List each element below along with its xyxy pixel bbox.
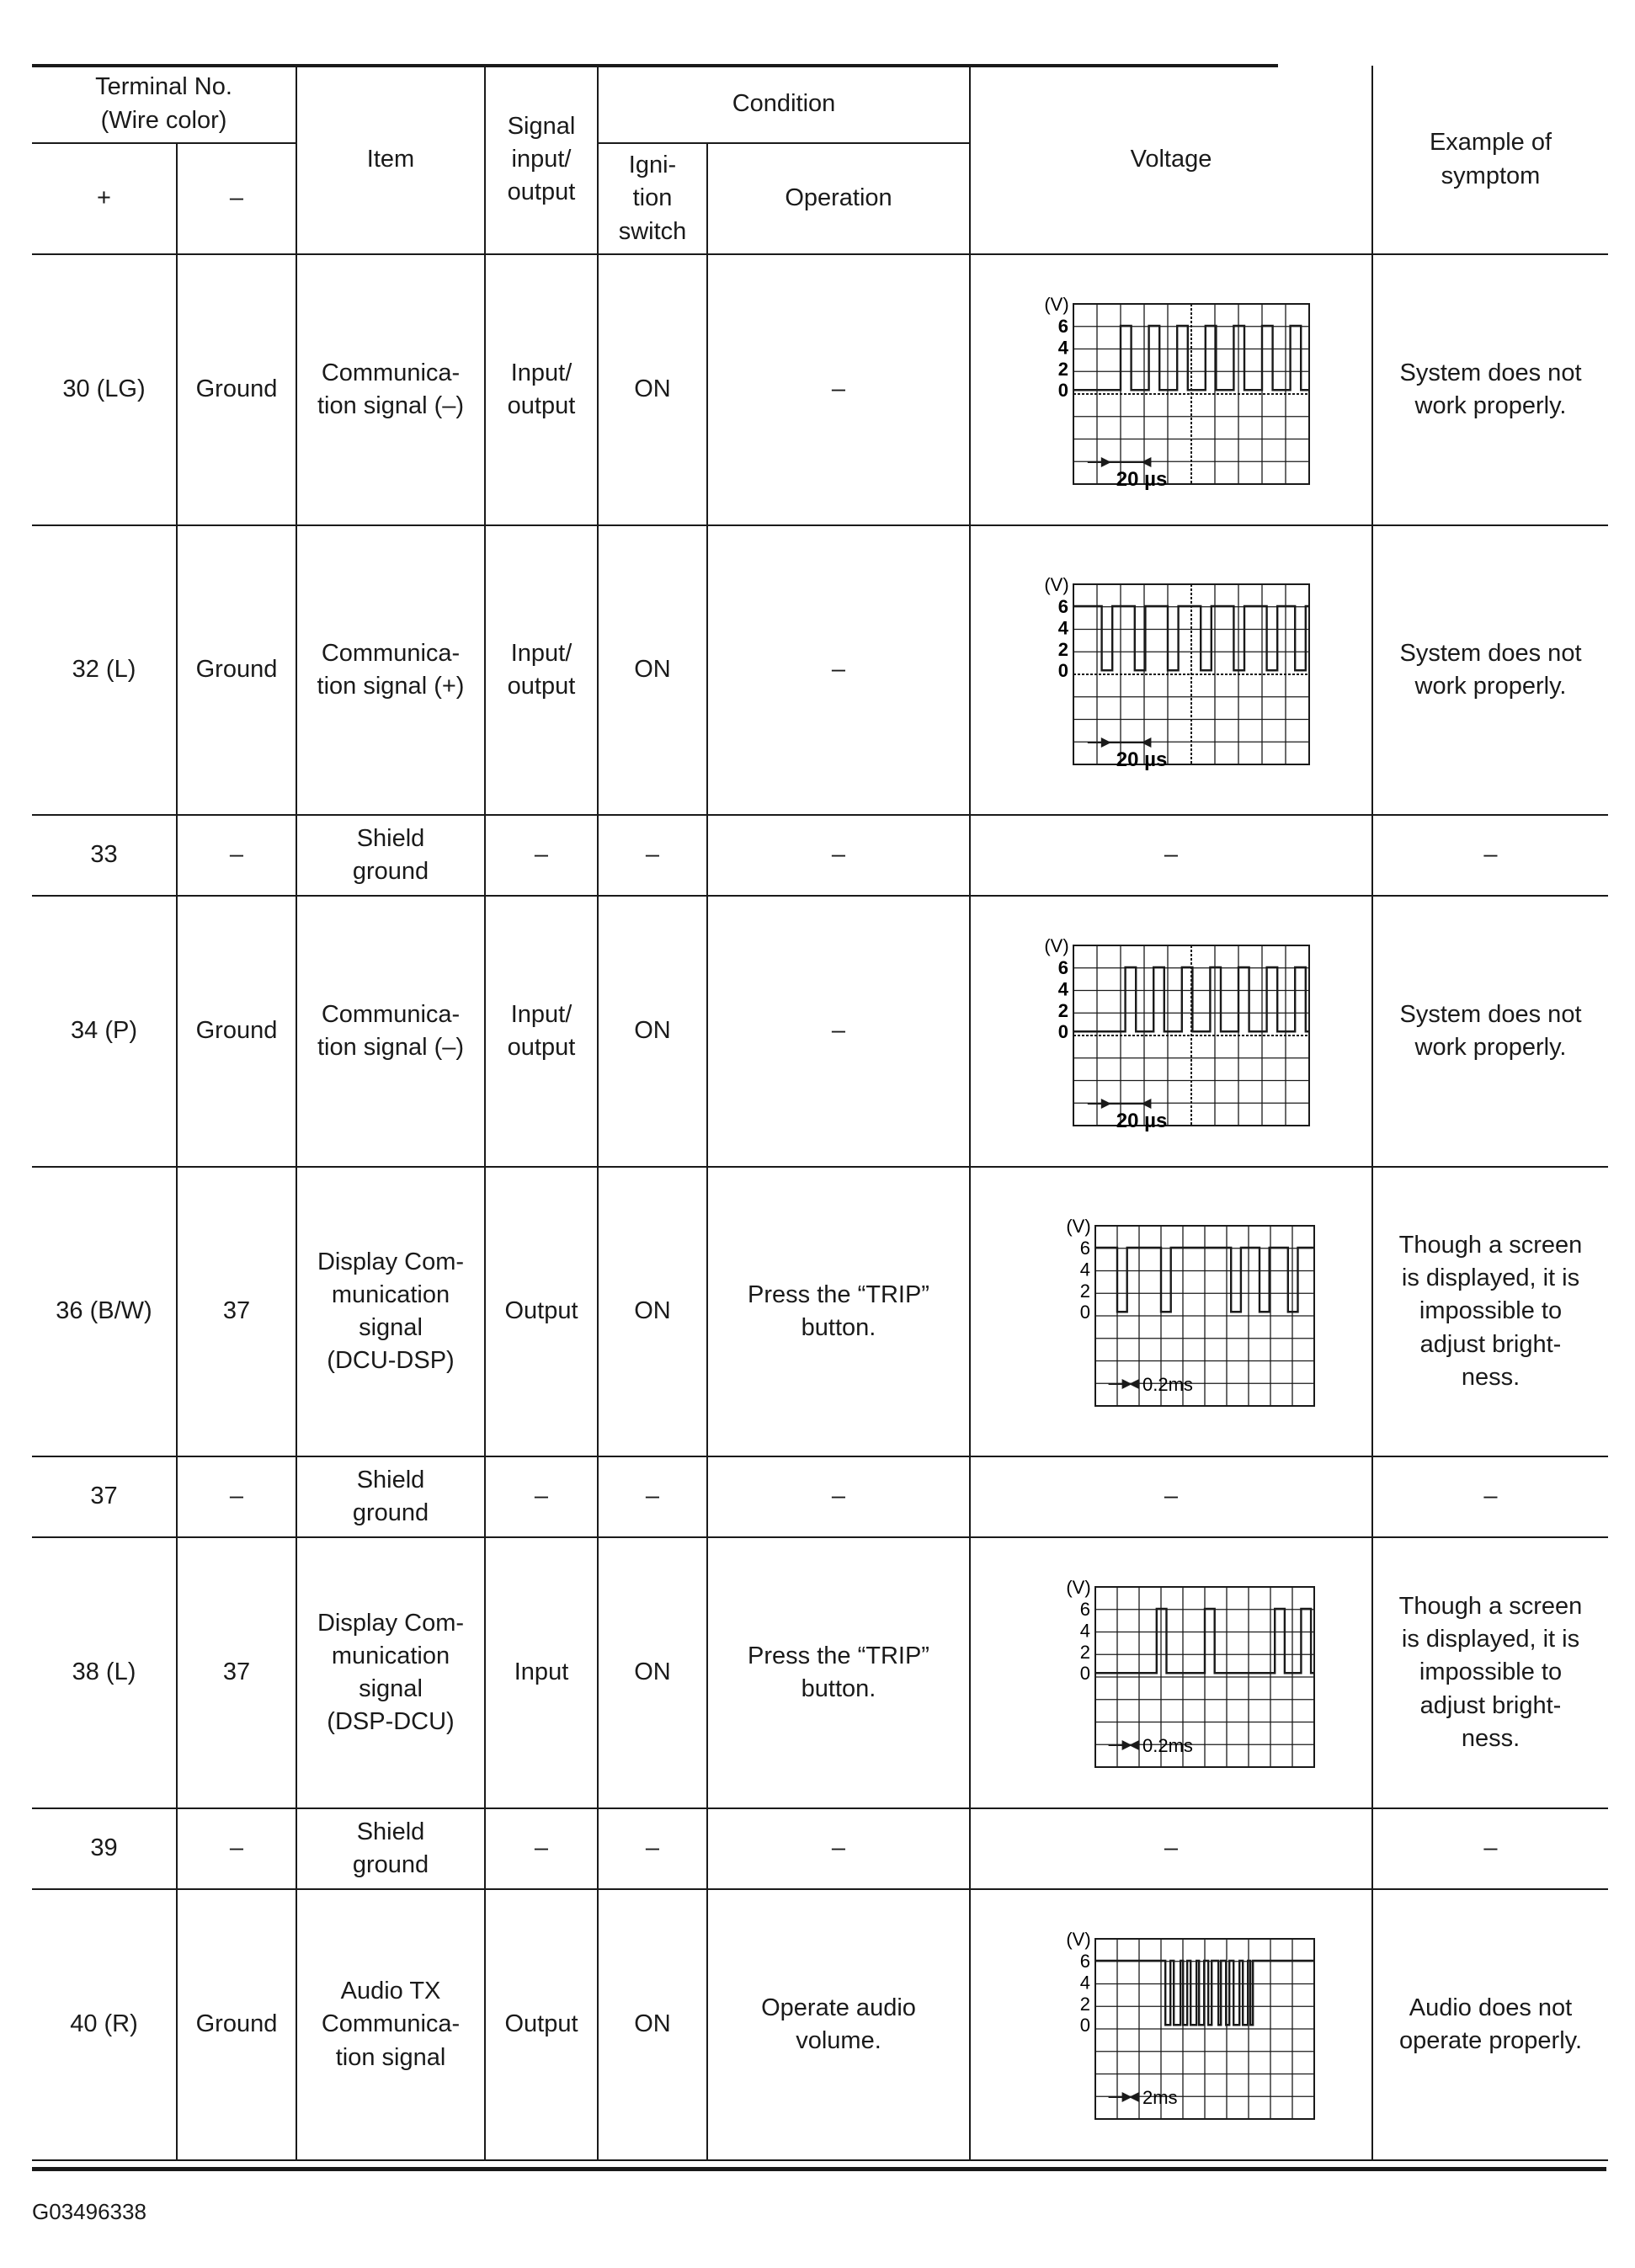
scope-y-tick: 4 — [1057, 337, 1068, 359]
scope-unit-label: (V) — [1044, 935, 1069, 956]
scope-y-tick: 0 — [1057, 660, 1068, 682]
scope-y-tick: 0 — [1079, 2015, 1090, 2036]
terminal-plus-cell: 34 (P) — [32, 896, 177, 1167]
symptom-cell: System does not work properly. — [1372, 254, 1608, 525]
header-minus: – — [177, 143, 296, 254]
item-name-cell: Audio TX Communica- tion signal — [296, 1889, 485, 2160]
ignition-switch-cell: ON — [598, 1889, 707, 2160]
terminal-minus-cell: – — [177, 815, 296, 896]
oscilloscope-graph — [1011, 1924, 1331, 2126]
scope-y-tick: 6 — [1079, 1951, 1090, 1972]
scope-y-tick: 0 — [1079, 1302, 1090, 1323]
scope-y-tick: 2 — [1057, 999, 1068, 1021]
voltage-waveform-cell — [970, 896, 1372, 1167]
operation-cell: – — [707, 525, 970, 815]
scope-y-tick: 4 — [1057, 978, 1068, 1000]
operation-cell: Operate audio volume. — [707, 1889, 970, 2160]
operation-cell: – — [707, 1808, 970, 1889]
item-name-cell: Communica- tion signal (+) — [296, 525, 485, 815]
item-name-cell: Communica- tion signal (–) — [296, 254, 485, 525]
terminal-plus-cell: 37 — [32, 1456, 177, 1537]
terminal-plus-cell: 33 — [32, 815, 177, 896]
terminal-minus-cell: – — [177, 1808, 296, 1889]
voltage-cell: – — [970, 1808, 1372, 1889]
terminal-plus-cell: 40 (R) — [32, 1889, 177, 2160]
scope-unit-label: (V) — [1044, 574, 1069, 595]
scope-waveform — [1095, 1609, 1314, 1673]
terminal-minus-cell: Ground — [177, 525, 296, 815]
scope-unit-label: (V) — [1066, 1216, 1091, 1237]
oscilloscope-graph — [1011, 1572, 1331, 1774]
symptom-cell: Audio does not operate properly. — [1372, 1889, 1608, 2160]
scope-time-label: 2ms — [1142, 2087, 1178, 2108]
symptom-cell: – — [1372, 815, 1608, 896]
symptom-cell: – — [1372, 1808, 1608, 1889]
ignition-switch-cell: – — [598, 1808, 707, 1889]
scope-y-tick: 2 — [1079, 1993, 1090, 2015]
signal-io-cell: – — [485, 815, 598, 896]
symptom-cell: System does not work properly. — [1372, 525, 1608, 815]
terminal-plus-cell: 32 (L) — [32, 525, 177, 815]
scope-y-tick: 4 — [1057, 617, 1068, 639]
table-row — [32, 815, 1608, 896]
oscilloscope-graph — [1011, 569, 1331, 771]
voltage-cell: – — [970, 1456, 1372, 1537]
signal-io-cell: Output — [485, 1167, 598, 1456]
scope-y-tick: 2 — [1079, 1280, 1090, 1302]
scope-y-tick: 4 — [1079, 1259, 1090, 1280]
terminal-plus-cell: 30 (LG) — [32, 254, 177, 525]
signal-io-cell: Input/ output — [485, 525, 598, 815]
operation-cell: – — [707, 1456, 970, 1537]
terminal-plus-cell: 39 — [32, 1808, 177, 1889]
header-operation: Operation — [707, 143, 970, 254]
scope-y-tick: 6 — [1079, 1238, 1090, 1259]
item-name-cell: Display Com- munication signal (DCU-DSP) — [296, 1167, 485, 1456]
header-example-symptom: Example of symptom — [1372, 66, 1608, 254]
terminal-minus-cell: Ground — [177, 1889, 296, 2160]
operation-cell: Press the “TRIP” button. — [707, 1537, 970, 1808]
header-voltage: Voltage — [970, 66, 1372, 254]
scope-unit-label: (V) — [1066, 1577, 1091, 1598]
scope-y-tick: 2 — [1079, 1641, 1090, 1663]
scope-time-label: 20 µs — [1116, 748, 1168, 771]
ignition-switch-cell: – — [598, 815, 707, 896]
signal-io-cell: Output — [485, 1889, 598, 2160]
ignition-switch-cell: – — [598, 1456, 707, 1537]
oscilloscope-graph — [1011, 930, 1331, 1132]
header-condition: Condition — [598, 66, 970, 143]
scope-y-tick: 4 — [1079, 1620, 1090, 1642]
arrow-left-icon — [1129, 1379, 1139, 1389]
symptom-cell: Though a screen is displayed, it is impossible to adjust bright- ness. — [1372, 1537, 1608, 1808]
table-row — [32, 1889, 1608, 2160]
ignition-switch-cell: ON — [598, 254, 707, 525]
arrow-left-icon — [1129, 2092, 1139, 2102]
voltage-waveform-cell — [970, 525, 1372, 815]
symptom-cell: System does not work properly. — [1372, 896, 1608, 1167]
scope-y-tick: 2 — [1057, 358, 1068, 380]
operation-cell: – — [707, 254, 970, 525]
figure-code: G03496338 — [32, 2199, 146, 2224]
arrow-right-icon — [1101, 737, 1111, 748]
scope-time-label: 0.2ms — [1142, 1374, 1193, 1395]
terminal-minus-cell: Ground — [177, 254, 296, 525]
scope-unit-label: (V) — [1044, 294, 1069, 315]
scope-unit-label: (V) — [1066, 1929, 1091, 1950]
signal-io-cell: – — [485, 1808, 598, 1889]
symptom-cell: – — [1372, 1456, 1608, 1537]
item-name-cell: Shield ground — [296, 1808, 485, 1889]
ignition-switch-cell: ON — [598, 1167, 707, 1456]
table-row — [32, 525, 1608, 815]
ignition-switch-cell: ON — [598, 525, 707, 815]
operation-cell: – — [707, 896, 970, 1167]
terminal-minus-cell: 37 — [177, 1537, 296, 1808]
table-row — [32, 896, 1608, 1167]
voltage-waveform-cell — [970, 1167, 1372, 1456]
item-name-cell: Communica- tion signal (–) — [296, 896, 485, 1167]
scope-waveform — [1095, 1961, 1314, 2025]
table-row — [32, 1456, 1608, 1537]
signal-io-cell: Input/ output — [485, 254, 598, 525]
terminal-plus-cell: 38 (L) — [32, 1537, 177, 1808]
scope-y-tick: 0 — [1057, 1021, 1068, 1043]
arrow-right-icon — [1101, 1099, 1111, 1109]
terminal-plus-cell: 36 (B/W) — [32, 1167, 177, 1456]
terminal-minus-cell: 37 — [177, 1167, 296, 1456]
scope-time-label: 0.2ms — [1142, 1735, 1193, 1756]
terminal-minus-cell: – — [177, 1456, 296, 1537]
header-terminal-no: Terminal No. (Wire color) — [32, 66, 296, 143]
signal-io-cell: Input — [485, 1537, 598, 1808]
signal-io-cell: Input/ output — [485, 896, 598, 1167]
scope-y-tick: 6 — [1057, 596, 1068, 617]
scope-time-label: 20 µs — [1116, 468, 1168, 491]
voltage-cell: – — [970, 815, 1372, 896]
bottom-rule — [32, 2167, 1606, 2171]
table-row — [32, 1167, 1608, 1456]
signal-io-cell: – — [485, 1456, 598, 1537]
item-name-cell: Display Com- munication signal (DSP-DCU) — [296, 1537, 485, 1808]
oscilloscope-graph — [1011, 289, 1331, 491]
arrow-left-icon — [1141, 737, 1151, 748]
arrow-right-icon — [1101, 457, 1111, 467]
arrow-left-icon — [1141, 457, 1151, 467]
ignition-switch-cell: ON — [598, 896, 707, 1167]
scope-y-tick: 0 — [1079, 1663, 1090, 1685]
scope-y-tick: 6 — [1057, 957, 1068, 978]
symptom-cell: Though a screen is displayed, it is impossible to adjust bright- ness. — [1372, 1167, 1608, 1456]
table-row — [32, 1808, 1608, 1889]
oscilloscope-graph — [1011, 1211, 1331, 1413]
item-name-cell: Shield ground — [296, 1456, 485, 1537]
arrow-left-icon — [1129, 1740, 1139, 1750]
table-row — [32, 254, 1608, 525]
scope-y-tick: 4 — [1079, 1972, 1090, 1994]
header-ignition-switch: Igni- tion switch — [598, 143, 707, 254]
header-plus: + — [32, 143, 177, 254]
voltage-waveform-cell — [970, 1889, 1372, 2160]
scope-y-tick: 2 — [1057, 638, 1068, 660]
header-item: Item — [296, 66, 485, 254]
table-row — [32, 1537, 1608, 1808]
arrow-left-icon — [1141, 1099, 1151, 1109]
scope-y-tick: 6 — [1079, 1599, 1090, 1620]
scope-y-tick: 0 — [1057, 380, 1068, 402]
item-name-cell: Shield ground — [296, 815, 485, 896]
scope-time-label: 20 µs — [1116, 1110, 1168, 1132]
header-signal-io: Signal input/ output — [485, 66, 598, 254]
voltage-waveform-cell — [970, 1537, 1372, 1808]
operation-cell: – — [707, 815, 970, 896]
scope-y-tick: 6 — [1057, 316, 1068, 337]
terminal-table — [32, 66, 1608, 2161]
terminal-minus-cell: Ground — [177, 896, 296, 1167]
operation-cell: Press the “TRIP” button. — [707, 1167, 970, 1456]
ignition-switch-cell: ON — [598, 1537, 707, 1808]
voltage-waveform-cell — [970, 254, 1372, 525]
